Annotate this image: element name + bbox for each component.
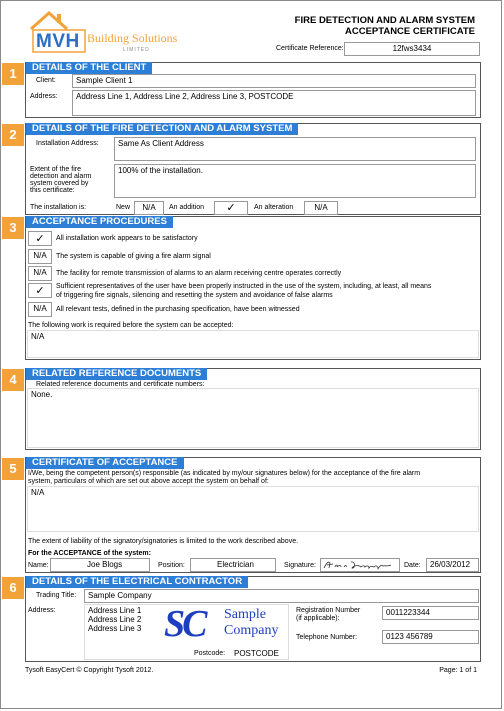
section-title: DETAILS OF THE FIRE DETECTION AND ALARM SYSTEM	[26, 123, 298, 135]
footer-page-number: Page: 1 of 1	[439, 667, 477, 674]
certificate-title-1: FIRE DETECTION AND ALARM SYSTEM	[294, 15, 475, 26]
extent-label-4: this certificate:	[30, 187, 75, 194]
postcode-value: POSTCODE	[234, 649, 279, 658]
alteration-value: N/A	[314, 203, 328, 212]
installation-is-label: The installation is:	[30, 204, 87, 211]
following-work-field[interactable]	[27, 330, 479, 358]
contractor-logo-line-1: Sample	[224, 607, 266, 622]
installation-address-field[interactable]	[114, 137, 476, 161]
new-label: New	[116, 204, 131, 211]
procedure-mark-value: N/A	[33, 268, 47, 277]
liability-text: The extent of liability of the signatory/signatories is limited to the work described above.	[28, 538, 299, 545]
address-field[interactable]	[72, 90, 476, 116]
installation-address-value: Same As Client Address	[118, 139, 204, 148]
section-reference-documents	[9, 368, 481, 450]
extent-field[interactable]	[114, 164, 476, 198]
alteration-label: An alteration	[254, 204, 294, 211]
contractor-address-line-3: Address Line 3	[88, 624, 142, 633]
procedure-mark-2[interactable]	[28, 249, 52, 264]
signature-label: Signature:	[284, 562, 316, 569]
section-title: ACCEPTANCE PROCEDURES	[26, 216, 173, 228]
extent-label-2: detection and alarm	[30, 173, 92, 180]
postcode-label: Postcode:	[194, 650, 226, 657]
section-system	[9, 123, 481, 215]
address-label: Address:	[30, 93, 58, 100]
section-certificate-of-acceptance	[9, 457, 481, 573]
section-electrical-contractor	[9, 576, 481, 662]
section-number: 6	[2, 577, 24, 599]
procedure-mark-5[interactable]	[28, 302, 52, 317]
for-acceptance-label: For the ACCEPTANCE of the system:	[28, 550, 151, 557]
contractor-logo	[136, 604, 286, 646]
section-number: 3	[2, 217, 24, 239]
addition-field[interactable]	[214, 201, 248, 215]
extent-label-3: system covered by	[30, 180, 89, 187]
procedure-mark-value: N/A	[33, 304, 47, 313]
registration-field[interactable]	[382, 606, 479, 620]
client-label: Client:	[36, 77, 56, 84]
procedure-text-2: The system is capable of giving a fire alarm signal	[56, 253, 211, 260]
procedure-text-5: All relevant tests, defined in the purchasing specification, have been witnessed	[56, 306, 300, 313]
procedure-text-4: Sufficient representatives of the user have been properly instructed in the use of the system, including, at least, all means	[56, 283, 432, 290]
section-acceptance-procedures	[9, 216, 481, 360]
reference-field[interactable]	[27, 388, 479, 448]
on-behalf-value: N/A	[31, 488, 45, 497]
trading-title-label: Trading Title:	[36, 592, 77, 599]
check-icon: ✓	[35, 285, 45, 297]
installation-address-label: Installation Address:	[36, 140, 99, 147]
section-title: CERTIFICATE OF ACCEPTANCE	[26, 457, 184, 469]
position-field[interactable]	[190, 558, 276, 572]
contractor-logo-letters: SC	[164, 603, 205, 645]
contractor-address-label: Address:	[28, 607, 56, 614]
addition-check-icon: ✓	[226, 202, 236, 214]
contractor-address-line-1: Address Line 1	[88, 606, 142, 615]
cert-ref-value: 12fws3434	[392, 44, 432, 53]
section-title: DETAILS OF THE ELECTRICAL CONTRACTOR	[26, 576, 248, 588]
certificate-title-2: ACCEPTANCE CERTIFICATE	[344, 26, 475, 37]
telephone-label: Telephone Number:	[296, 634, 358, 641]
section-title: RELATED REFERENCE DOCUMENTS	[26, 368, 207, 380]
new-field[interactable]	[134, 201, 164, 215]
telephone-value: 0123 456789	[386, 632, 433, 641]
name-label: Name:	[28, 562, 49, 569]
procedure-text-3: The facility for remote transmission of alarms to an alarm receiving centre operates correctly	[56, 270, 342, 277]
signature-field[interactable]	[320, 558, 400, 572]
client-value: Sample Client 1	[76, 76, 133, 85]
procedure-mark-1[interactable]	[28, 231, 52, 246]
name-field[interactable]	[50, 558, 150, 572]
cert-ref-field[interactable]	[344, 42, 480, 56]
alteration-field[interactable]	[304, 201, 338, 215]
following-work-label: The following work is required before the system can be accepted:	[28, 322, 234, 329]
on-behalf-field[interactable]	[27, 486, 479, 532]
section-number: 2	[2, 124, 24, 146]
address-value: Address Line 1, Address Line 2, Address Line 3, POSTCODE	[76, 92, 294, 101]
name-value: Joe Blogs	[87, 560, 123, 569]
telephone-field[interactable]	[382, 630, 479, 644]
footer-copyright: Tysoft EasyCert © Copyright Tysoft 2012.	[25, 667, 154, 674]
date-field[interactable]	[426, 558, 479, 572]
position-value: Electrician	[217, 560, 254, 569]
company-logo	[27, 9, 177, 59]
procedure-mark-value: N/A	[33, 251, 47, 260]
section-number: 4	[2, 369, 24, 391]
section-title: DETAILS OF THE CLIENT	[26, 62, 152, 74]
procedure-text-1: All installation work appears to be satisfactory	[56, 235, 198, 242]
logo-text: Building Solutions	[87, 31, 178, 45]
registration-value: 0011223344	[386, 608, 430, 617]
acceptance-text-1: I/We, being the competent person(s) responsible (as indicated by my/our signatures below) for the acceptance of the fire alarm	[28, 470, 421, 477]
reference-value: None.	[31, 390, 53, 399]
contractor-logo-line-2: Company	[224, 623, 279, 638]
trading-title-value: Sample Company	[88, 591, 152, 600]
date-value: 26/03/2012	[430, 560, 471, 569]
reference-label: Related reference documents and certificate numbers:	[36, 381, 205, 388]
contractor-address-line-2: Address Line 2	[88, 615, 142, 624]
addition-label: An addition	[169, 204, 205, 211]
registration-label-1: Registration Number	[296, 607, 361, 614]
registration-label-2: (if applicable):	[296, 615, 340, 622]
position-label: Position:	[158, 562, 185, 569]
cert-ref-label: Certificate Reference:	[276, 45, 344, 52]
extent-label-1: Extent of the fire	[30, 166, 81, 173]
signature-image	[321, 559, 399, 571]
procedure-mark-4[interactable]	[28, 283, 52, 298]
client-field[interactable]	[72, 74, 476, 88]
acceptance-text-2: system, particulars of which are set out above accept the system on behalf of:	[28, 478, 269, 485]
section-number: 5	[2, 458, 24, 480]
check-icon: ✓	[35, 233, 45, 245]
trading-title-field[interactable]	[84, 589, 479, 603]
following-work-value: N/A	[31, 332, 45, 341]
extent-value: 100% of the installation.	[118, 166, 203, 175]
logo-subtext: LIMITED	[123, 47, 150, 53]
section-client	[9, 62, 481, 118]
section-number: 1	[2, 63, 24, 85]
new-value: N/A	[142, 203, 156, 212]
date-label: Date:	[404, 562, 421, 569]
procedure-text-4b: of triggering fire signals, silencing and resetting the system and avoidance of false alarms	[56, 292, 333, 299]
logo-letters: MVH	[36, 31, 80, 52]
procedure-mark-3[interactable]	[28, 266, 52, 281]
